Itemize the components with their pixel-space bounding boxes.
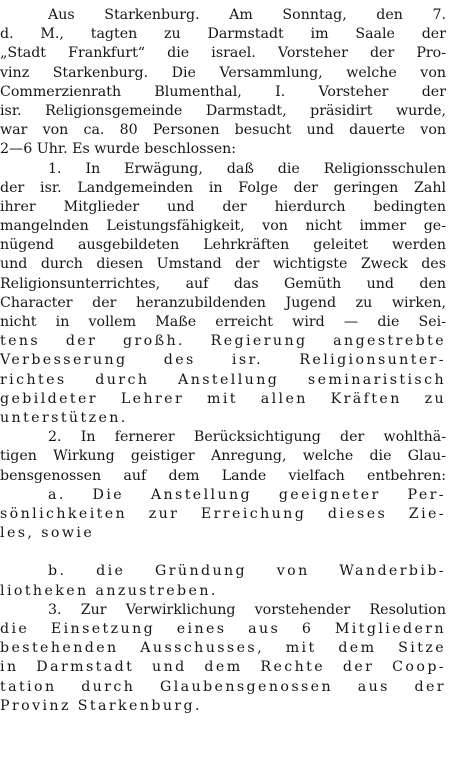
- article-line: 2. In fernerer Berücksichtigung der wohlthä-: [48, 429, 446, 446]
- article-line: b. die Gründung von Wanderbib-: [48, 563, 446, 580]
- article-line: ihrer Mitglieder und der hierdurch bedingten: [0, 198, 446, 215]
- article-line: 3. Zur Verwirklichung vorstehender Resolution: [48, 601, 446, 618]
- article-line: d. M., tagten zu Darmstadt im Saale der: [0, 26, 446, 43]
- article-line: tens der großh. Regierung angestrebte: [0, 333, 446, 350]
- article-line: Verbesserung des isr. Religionsunter-: [0, 352, 446, 369]
- article-line: richtes durch Anstellung seminaristisch: [0, 371, 446, 388]
- article-line: Provinz Starkenburg.: [0, 697, 202, 714]
- article-line: les, sowie: [0, 525, 95, 542]
- cut-off-text-edge: [0, 716, 446, 726]
- article-line: war von ca. 80 Personen besucht und dauerte von: [0, 122, 446, 139]
- article-line: bensgenossen auf dem Lande vielfach entbehren:: [0, 467, 446, 484]
- article-line: unterstützen.: [0, 409, 128, 426]
- article-line: Religionsunterrichtes, auf das Gemüth und den: [0, 275, 446, 292]
- article-line: a. Die Anstellung geeigneter Per-: [48, 486, 446, 503]
- article-line: gebildeter Lehrer mit allen Kräften zu: [0, 390, 446, 407]
- article-line: in Darmstadt und dem Rechte der Coop-: [0, 659, 446, 676]
- article-line: Commerzienrath Blumenthal, I. Vorsteher der: [0, 83, 446, 100]
- article-line: Aus Starkenburg. Am Sonntag, den 7.: [48, 7, 446, 23]
- article-line: mangelnden Leistungsfähigkeit, von nicht immer ge-: [0, 218, 446, 235]
- article-line: sönlichkeiten zur Erreichung dieses Zie-: [0, 505, 446, 522]
- article-line: die Einsetzung eines aus 6 Mitgliedern: [0, 621, 446, 637]
- article-line: [0, 543, 446, 562]
- article-line: tigen Wirkung geistiger Anregung, welche die Glau-: [0, 448, 446, 465]
- newspaper-article: [0, 6, 446, 726]
- article-line: 2—6 Uhr. Es wurde beschlossen:: [0, 141, 237, 158]
- article-line: vinz Starkenburg. Die Versammlung, welche von: [0, 64, 446, 81]
- article-line: der isr. Landgemeinden in Folge der geringen Zahl: [0, 179, 446, 196]
- article-line: isr. Religionsgemeinde Darmstadt, präsidirt wurde,: [0, 102, 446, 119]
- article-line: Character der heranzubildenden Jugend zu wirken,: [0, 294, 446, 311]
- article-line: bestehenden Ausschusses, mit dem Sitze: [0, 640, 446, 657]
- article-line: „Stadt Frankfurt“ die israel. Vorsteher der Pro-: [0, 45, 446, 62]
- article-line: tation durch Glaubensgenossen aus der: [0, 678, 446, 695]
- article-line: und durch diesen Umstand der wichtigste Zweck des: [0, 256, 446, 273]
- article-line: nicht in vollem Maße erreicht wird — die Sei-: [0, 314, 446, 330]
- article-line: 1. In Erwägung, daß die Religionsschulen: [48, 160, 446, 177]
- article-line: nügend ausgebildeten Lehrkräften geleitet werden: [0, 237, 446, 254]
- article-line: liotheken anzustreben.: [0, 582, 218, 599]
